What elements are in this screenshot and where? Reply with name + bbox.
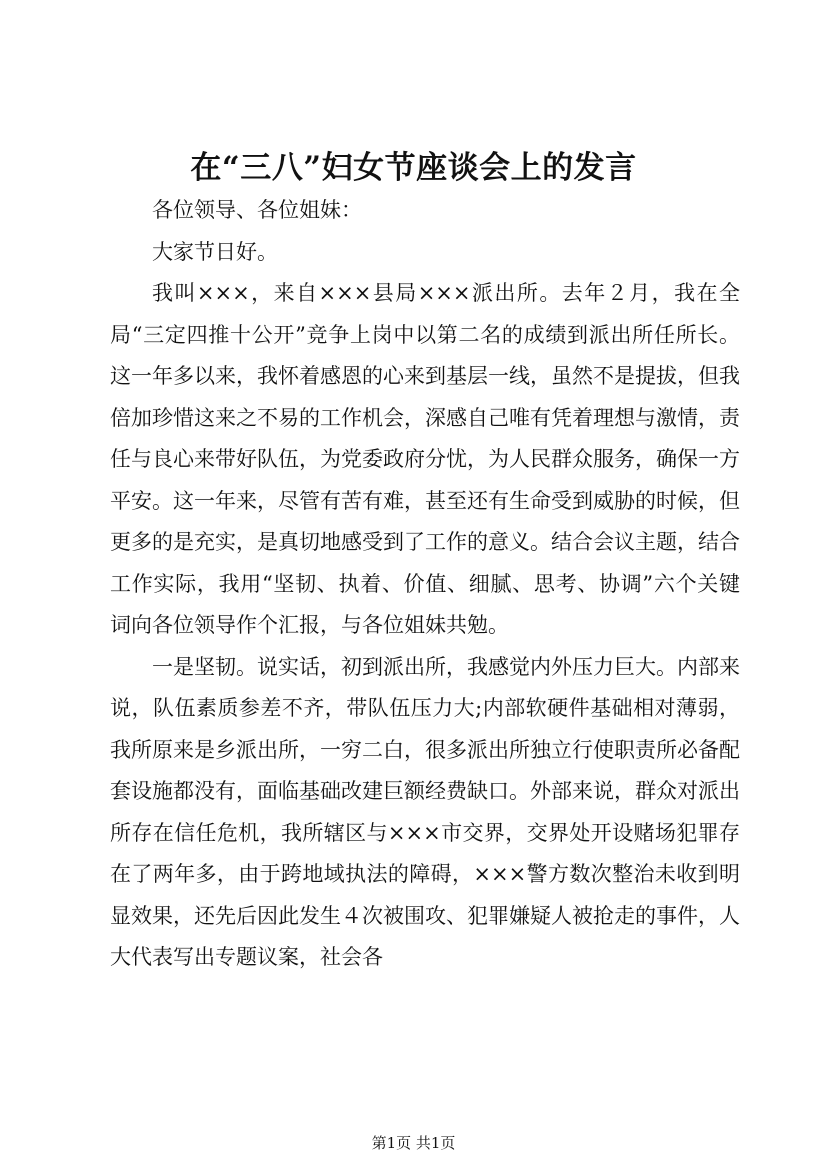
introduction-paragraph: 我叫×××，来自×××县局×××派出所。去年２月，我在全局“三定四推十公开”竞争上岗中以第二名的成绩到派出所任所长。这一年多以来，我怀着感恩的心来到基层一线，虽然不是提拔，但我倍加珍惜这来之不易的工作机会，深感自己唯有凭着理想与激情，责任与良心来带好队伍，为党委政府分忧，为人民群众服务，确保一方平安。这一年来，尽管有苦有难，甚至还有生命受到威胁的时候，但更多的是充实，是真切地感受到了工作的意义。结合会议主题，结合工作实际，我用“坚韧、执着、价值、细腻、思考、协调”六个关键词向各位领导作个汇报，与各位姐妹共勉。 xyxy=(110,281,740,637)
salutation-paragraph: 各位领导、各位姐妹： xyxy=(152,198,362,222)
greeting-paragraph: 大家节日好。 xyxy=(152,239,278,264)
document-title: 在“三八”妇女节座谈会上的发言 xyxy=(190,150,637,186)
page-number-footer: 第1页 共1页 xyxy=(371,1134,456,1152)
document-body xyxy=(110,190,740,979)
section-one-paragraph: 一是坚韧。说实话，初到派出所，我感觉内外压力巨大。内部来说，队伍素质参差不齐，带队伍压力大;内部软硬件基础相对薄弱，我所原来是乡派出所，一穷二白，很多派出所独立行使职责所必备配套设施都没有，面临基础改建巨额经费缺口。外部来说，群众对派出所存在信任危机，我所辖区与×××市交界，交界处开设赌场犯罪存在了两年多，由于跨地域执法的障碍，×××警方数次整治未收到明显效果，还先后因此发生４次被围攻、犯罪嫌疑人被抢走的事件，人大代表写出专题议案，社会各 xyxy=(110,654,740,969)
